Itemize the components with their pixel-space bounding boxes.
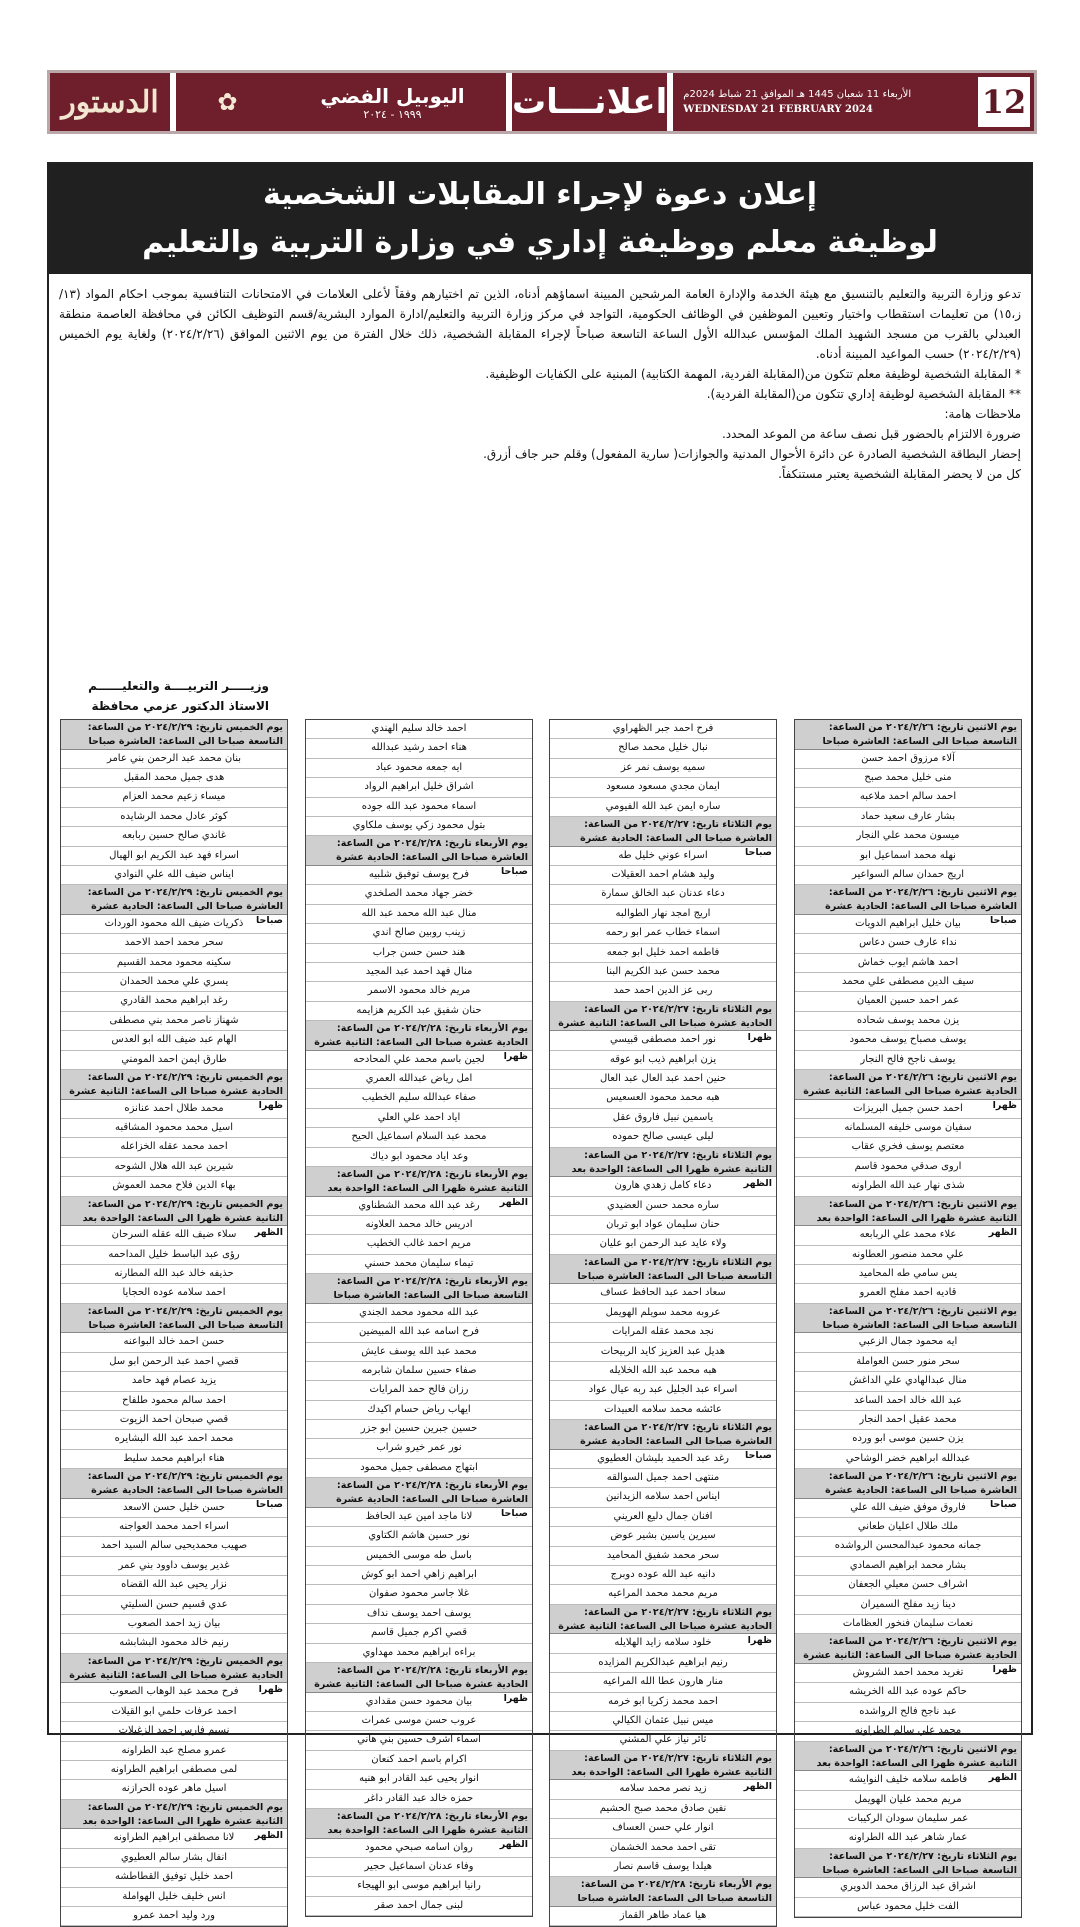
candidate-name: اسيل ماهر عوده الحرازنه	[61, 1780, 287, 1799]
candidate-name: اسراء فهد عبد الكريم ابو الهيال	[61, 847, 287, 866]
candidate-name: سميه يوسف نمر عز	[550, 759, 776, 778]
candidate-name: فرح اسامه عبد الله المبيضين	[306, 1323, 532, 1342]
candidate-name: فاطمه سلامه خليف النوايشه	[795, 1771, 1021, 1790]
schedule-slot-header: يوم الاثنين تاريخ: ٢٠٢٤/٢/٢٦ من الساعة: الحادية عشرة صباحا الى الساعة: الثانية عشرة ظهرا	[795, 1070, 1021, 1100]
candidate-name: بيان محمود حسن مقدادي	[306, 1693, 532, 1712]
candidate-name: مريم محمد عليان الهويمل	[795, 1791, 1021, 1810]
candidate-name: نبال خليل محمد صالح	[550, 739, 776, 758]
candidate-name: احمد هاشم ايوب خماش	[795, 954, 1021, 973]
candidate-name: رنيم ابراهيم عبدالكريم المزايده	[550, 1654, 776, 1673]
candidate-name: آلاء مرزوق احمد حسن	[795, 750, 1021, 769]
candidate-name: يوسف احمد يوسف نداف	[306, 1605, 532, 1624]
candidate-name: احمد محمد عقله الخزاعله	[61, 1138, 287, 1157]
candidate-name: مريم خالد محمود الاسمر	[306, 982, 532, 1001]
candidate-name: دعاء كامل زهدي هارون	[550, 1177, 776, 1196]
candidate-name: حنان سليمان عواد ابو تربان	[550, 1216, 776, 1235]
candidate-name: اسماء خطاب عمر ابو رحمه	[550, 924, 776, 943]
candidate-name: بيان زيد احمد الصعوب	[61, 1615, 287, 1634]
candidate-name: سعاد احمد عبد الحافظ عساف	[550, 1284, 776, 1303]
candidate-name: ثائر نياز علي المشني	[550, 1731, 776, 1750]
candidate-name: احمد خليل توفيق القطاطشه	[61, 1868, 287, 1887]
candidate-name: رغد عبد الحميد بليشان العطيوي	[550, 1450, 776, 1469]
candidate-name: منتهى احمد جميل السوالقه	[550, 1469, 776, 1488]
candidate-name: غلا جاسر محمود صفوان	[306, 1585, 532, 1604]
candidate-name: معتصم يوسف فخري عقاب	[795, 1138, 1021, 1157]
candidate-name: هناء ابراهيم محمد سليط	[61, 1450, 287, 1469]
candidate-name: ساره محمد حسن العضيدي	[550, 1197, 776, 1216]
schedule-slot-header: يوم الأربعاء تاريخ: ٢٠٢٤/٢/٢٨ من الساعة: التاسعة صباحا الى الساعة: العاشرة صباحا	[306, 1274, 532, 1304]
candidate-name: شيرين عبد الله هلال الشوحه	[61, 1158, 287, 1177]
schedule-slot-header: يوم الأربعاء تاريخ: ٢٠٢٤/٢/٢٨ من الساعة: الثانية عشرة ظهرا الى الساعة: الواحدة بعد الظهر	[306, 1167, 532, 1197]
candidate-name: بهاء الدين فلاح محمد العموش	[61, 1177, 287, 1196]
issue-date-english: WEDNESDAY 21 FEBRUARY 2024	[683, 104, 873, 115]
schedule-slot-header: يوم الخميس تاريخ: ٢٠٢٤/٢/٢٩ من الساعة: الثانية عشرة ظهرا الى الساعة: الواحدة بعد الظهر	[61, 1800, 287, 1830]
candidate-name: ياسمين نبيل فاروق عقل	[550, 1109, 776, 1128]
candidate-name: حسن خليل حسن الاسعد	[61, 1499, 287, 1518]
section-title: اعلانـــات	[512, 82, 668, 122]
issue-date-arabic: الأربعاء 11 شعبان 1445 هـ الموافق 21 شباط 2024م	[683, 89, 912, 100]
candidate-name: اسراء احمد محمد العواجنه	[61, 1518, 287, 1537]
schedule-slot-header: يوم الأربعاء تاريخ: ٢٠٢٤/٢/٢٨ من الساعة: العاشرة صباحا الى الساعة: الحادية عشرة صباحا	[306, 1478, 532, 1508]
candidate-name: حنان شفيق عبد الكريم هزايمه	[306, 1002, 532, 1021]
candidate-name: ورد وليد احمد عمرو	[61, 1907, 287, 1926]
candidate-name: زيد نصر محمد سلامه	[550, 1780, 776, 1799]
candidate-name: غاندي صالح حسين ربابعه	[61, 827, 287, 846]
candidate-name: اروى صدقي محمود قاسم	[795, 1158, 1021, 1177]
candidate-name: تقى احمد محمد الخشمان	[550, 1839, 776, 1858]
candidate-name: رغد عبد الله محمد الشطناوي	[306, 1197, 532, 1216]
schedule-slot-header: يوم الخميس تاريخ: ٢٠٢٤/٢/٢٩ من الساعة: الحادية عشرة صباحا الى الساعة: الثانية عشرة ظهرا	[61, 1070, 287, 1100]
candidate-name: ساره ايمن عبد الله الفيومي	[550, 798, 776, 817]
schedule-slot-header: يوم الثلاثاء تاريخ: ٢٠٢٤/٢/٢٧ من الساعة: التاسعة صباحا الى الساعة: العاشرة صباحا	[795, 1849, 1021, 1879]
candidate-name: سحر منور حسن العواملة	[795, 1353, 1021, 1372]
schedule-slot-header: يوم الأربعاء تاريخ: ٢٠٢٤/٢/٢٨ من الساعة: الحادية عشرة صباحا الى الساعة: الثانية عشرة ظهرا	[306, 1663, 532, 1693]
candidate-name: نزار يحيى عبد الله القضاه	[61, 1576, 287, 1595]
candidate-name: حسين جبرين حسين ابو جزر	[306, 1420, 532, 1439]
candidate-name: محمد علي سالم الطراونه	[795, 1722, 1021, 1741]
body-paragraph: ملاحظات هامة:	[944, 407, 1021, 421]
schedule-slot-header: يوم الاثنين تاريخ: ٢٠٢٤/٢/٢٦ من الساعة: العاشرة صباحا الى الساعة: الحادية عشرة صباحا	[795, 1469, 1021, 1499]
candidate-name: بشار عارف سعيد حماد	[795, 808, 1021, 827]
candidate-name: عمرو مصلح عبد الطراونه	[61, 1742, 287, 1761]
candidate-name: ابتهاج مصطفى جميل محمود	[306, 1459, 532, 1478]
candidate-name: يوسف ناجح فالح النجار	[795, 1051, 1021, 1070]
candidate-name: بيان خليل ابراهيم الدويات	[795, 915, 1021, 934]
candidate-name: هبه محمد محمود العسعيس	[550, 1089, 776, 1108]
jubilee-block	[176, 73, 506, 131]
candidate-name: ربى عز الدين احمد حمد	[550, 982, 776, 1001]
candidate-name: ايمان مجدي مسعود مسعود	[550, 778, 776, 797]
candidate-name: دينا زيد مفلح السميران	[795, 1596, 1021, 1615]
candidate-name: منى خليل محمد صبح	[795, 769, 1021, 788]
issue-date	[673, 73, 974, 131]
candidate-name: ميسون محمد علي النجار	[795, 827, 1021, 846]
candidate-name: احمد حسن جميل البريزات	[795, 1100, 1021, 1119]
candidate-name: سحر محمد شفيق المحاميد	[550, 1547, 776, 1566]
schedule-slot-header: يوم الأربعاء تاريخ: ٢٠٢٤/٢/٢٨ من الساعة: الثانية عشرة ظهرا الى الساعة: الواحدة بعد الظهر	[306, 1809, 532, 1839]
candidate-name: سيرين ياسين بشير عوض	[550, 1527, 776, 1546]
candidate-name: اشراف حسن معيلي الجعفان	[795, 1576, 1021, 1595]
schedule-slot-header: يوم الأربعاء تاريخ: ٢٠٢٤/٢/٢٨ من الساعة: العاشرة صباحا الى الساعة: الحادية عشرة صباحا	[306, 836, 532, 866]
candidate-name: دعاء عدنان عبد الخالق سمارة	[550, 885, 776, 904]
newspaper-header	[47, 70, 1037, 134]
candidate-name: رانيا ابراهيم موسى ابو الهيجاء	[306, 1877, 532, 1896]
candidate-name: بنان محمد عبد الرحمن بني عامر	[61, 750, 287, 769]
candidate-name: منار هارون عطا الله المراعيه	[550, 1673, 776, 1692]
candidate-name: فرح يوسف توفيق شلبيه	[306, 866, 532, 885]
candidate-name: اسماء محمود عبد الله جوده	[306, 798, 532, 817]
candidate-name: صفاء عبدالله سليم الخطيب	[306, 1089, 532, 1108]
candidate-name: خلود سلامه زايد الهلايله	[550, 1634, 776, 1653]
signature-title: وزيـــــر التربيــــة والتعليــــــم	[88, 679, 269, 693]
candidate-name: اشراق عبد الرزاق محمد الدويري	[795, 1878, 1021, 1897]
candidate-name: حنين احمد عبد العال عبد العال	[550, 1070, 776, 1089]
candidate-name: الفت خليل محمود عباس	[795, 1898, 1021, 1917]
candidate-name: لجين باسم محمد علي المحادحه	[306, 1051, 532, 1070]
candidate-name: ميس نبيل عثمان الكيالي	[550, 1712, 776, 1731]
schedule-slot-header: يوم الاثنين تاريخ: ٢٠٢٤/٢/٢٦ من الساعة: الثانية عشرة ظهرا الى الساعة: الواحدة بعد الظهر	[795, 1197, 1021, 1227]
candidate-name: ايناس ضيف الله علي النوادي	[61, 866, 287, 885]
candidate-name: انوار يحيى عبد القادر ابو هنيه	[306, 1770, 532, 1789]
schedule-slot-header: يوم الثلاثاء تاريخ: ٢٠٢٤/٢/٢٧ من الساعة: الحادية عشرة صباحا الى الساعة: الثانية عشرة ظهرا	[550, 1605, 776, 1635]
candidate-name: لبنى جمال احمد صقر	[306, 1897, 532, 1916]
candidate-name: محمد عبد السلام اسماعيل الحيح	[306, 1128, 532, 1147]
body-paragraph: * المقابلة الشخصية لوظيفة معلم تتكون من(المقابلة الفردية، المهمة الكتابية) المبنية على الكفايات الوظيفية.	[485, 367, 1021, 381]
candidate-name: صفاء حسين سلمان شابرمه	[306, 1362, 532, 1381]
schedule-column-4	[60, 719, 288, 1927]
schedule-slot-header: يوم الخميس تاريخ: ٢٠٢٤/٢/٢٩ من الساعة: التاسعة صباحا الى الساعة: العاشرة صباحا	[61, 1304, 287, 1334]
candidate-name: قصي صبحان احمد الزيوت	[61, 1411, 287, 1430]
candidate-name: انفال بشار سالم العطيوي	[61, 1849, 287, 1868]
candidate-name: هيا عماد طاهر القماز	[550, 1907, 776, 1926]
candidate-name: علاء محمد علي الربابعه	[795, 1226, 1021, 1245]
candidate-name: ايه محمود جمال الزعبي	[795, 1333, 1021, 1352]
candidate-name: الهام عبد ضيف الله ابو العدس	[61, 1031, 287, 1050]
candidate-name: هبه محمد عبد الله الخلايله	[550, 1362, 776, 1381]
candidate-name: شذى نهار عبد الله الطراونه	[795, 1177, 1021, 1196]
candidate-name: محمد عبد الله يوسف عايش	[306, 1343, 532, 1362]
candidate-name: ولاء عايد عبد الرحمن ابو عليان	[550, 1235, 776, 1254]
candidate-name: احمد محمد زكريا ابو خرمه	[550, 1693, 776, 1712]
candidate-name: عمار شاهر عبد الله الطراونه	[795, 1829, 1021, 1848]
candidate-name: اسماء اشرف حسين بني هاني	[306, 1731, 532, 1750]
candidate-name: فاروق موفق ضيف الله علي	[795, 1499, 1021, 1518]
candidate-name: قصي اكرم جميل قاسم	[306, 1624, 532, 1643]
candidate-name: تيماء سليمان محمد حسني	[306, 1255, 532, 1274]
candidate-name: لانا ماجد امين عبد الحافظ	[306, 1508, 532, 1527]
candidate-name: اريج حمدان سالم السواعير	[795, 866, 1021, 885]
schedule-slot-header: يوم الأربعاء تاريخ: ٢٠٢٤/٢/٢٨ من الساعة: التاسعة صباحا الى الساعة: العاشرة صباحا	[550, 1877, 776, 1907]
candidate-name: تغريد محمد احمد الشروش	[795, 1664, 1021, 1683]
candidate-name: ميساء زعيم محمد العزام	[61, 788, 287, 807]
schedule-slot-header: يوم الاثنين تاريخ: ٢٠٢٤/٢/٢٦ من الساعة: الحادية عشرة صباحا الى الساعة: الثانية عشرة ظهرا	[795, 1634, 1021, 1664]
candidate-name: حمزه خالد عبد القادر داغر	[306, 1790, 532, 1809]
candidate-name: نفين صادق محمد صبح الحشيم	[550, 1800, 776, 1819]
candidate-name: يسري علي محمد الحمدان	[61, 973, 287, 992]
candidate-name: نور احمد مصطفى قبيسي	[550, 1031, 776, 1050]
candidate-name: يزيد عصام فهد حامد	[61, 1372, 287, 1391]
candidate-name: كوثر عادل محمد الرشايده	[61, 808, 287, 827]
schedule-slot-header: يوم الثلاثاء تاريخ: ٢٠٢٤/٢/٢٧ من الساعة: الحادية عشرة صباحا الى الساعة: الثانية عشرة ظهرا	[550, 1002, 776, 1032]
candidate-name: ايهاب رياض حسام اكيدك	[306, 1401, 532, 1420]
candidate-name: اياد احمد علي العلي	[306, 1109, 532, 1128]
candidate-name: اريج امجد نهار الطوالبه	[550, 905, 776, 924]
schedule-slot-header: يوم الثلاثاء تاريخ: ٢٠٢٤/٢/٢٧ من الساعة: التاسعة صباحا الى الساعة: العاشرة صباحا	[550, 1255, 776, 1285]
candidate-name: حاكم عوده عبد الله الخريشه	[795, 1683, 1021, 1702]
candidate-name: محمد احمد عبد الله البشايره	[61, 1430, 287, 1449]
schedule-slot-header: يوم الثلاثاء تاريخ: ٢٠٢٤/٢/٢٧ من الساعة: العاشرة صباحا الى الساعة: الحادية عشرة صباحا	[550, 817, 776, 847]
schedule-column-2	[549, 719, 777, 1927]
schedule-slot-header: يوم الاثنين تاريخ: ٢٠٢٤/٢/٢٦ من الساعة: الثانية عشرة ظهرا الى الساعة: الواحدة بعد الظهر	[795, 1742, 1021, 1772]
candidate-name: اسراء عبد الجليل عبد ربه عيال عواد	[550, 1381, 776, 1400]
schedule-column-3	[305, 719, 533, 1917]
candidate-name: محمد عقيل احمد النجار	[795, 1411, 1021, 1430]
candidate-name: يزن محمد يوسف شحاده	[795, 1012, 1021, 1031]
candidate-name: فرح احمد جبر الظهراوي	[550, 720, 776, 739]
schedule-slot-header: يوم الخميس تاريخ: ٢٠٢٤/٢/٢٩ من الساعة: الثانية عشرة ظهرا الى الساعة: الواحدة بعد الظهر	[61, 1197, 287, 1227]
candidate-name: صهيب محمديحيى سالم السيد احمد	[61, 1537, 287, 1556]
candidate-name: ابراهيم زاهي احمد ابو كوش	[306, 1566, 532, 1585]
jubilee-years: ١٩٩٩ - ٢٠٢٤	[363, 107, 422, 121]
candidate-name: غدير يوسف داوود بني عمر	[61, 1557, 287, 1576]
candidate-name: علي محمد منصور العطاونه	[795, 1246, 1021, 1265]
candidate-name: محمد طلال احمد عنانزه	[61, 1100, 287, 1119]
announcement-ad	[47, 162, 1033, 1921]
candidate-name: مريم محمد محمد المراعيه	[550, 1585, 776, 1604]
candidate-name: فرح محمد عبد الوهاب الصعوب	[61, 1683, 287, 1702]
candidate-name: لانا مصطفى ابراهيم الطراونه	[61, 1829, 287, 1848]
candidate-name: نهله محمد اسماعيل ابو	[795, 847, 1021, 866]
candidate-name: رغد ابراهيم محمد القادري	[61, 992, 287, 1011]
candidate-name: حذيفه خالد عبد الله المطارنه	[61, 1265, 287, 1284]
candidate-name: محمد حسن عبد الكريم البنا	[550, 963, 776, 982]
candidate-name: وليد هشام احمد العقيلات	[550, 866, 776, 885]
schedule-column-1	[794, 719, 1022, 1918]
candidate-name: عمر احمد حسين العميان	[795, 992, 1021, 1011]
candidate-name: عبدالله ابراهيم خضر الوشاحي	[795, 1450, 1021, 1469]
candidate-name: عروب حسن موسى عمرات	[306, 1712, 532, 1731]
candidate-name: انس خليف خليل الهواملة	[61, 1888, 287, 1907]
candidate-name: ليلى عيسى صالح حموده	[550, 1128, 776, 1147]
announcement-banner	[49, 164, 1031, 274]
candidate-name: منال عبدالهادي علي الداغش	[795, 1372, 1021, 1391]
candidate-name: نداء عارف حسن دعاس	[795, 934, 1021, 953]
candidate-name: احمد سالم احمد ملاعبه	[795, 788, 1021, 807]
candidate-name: سحر محمد احمد الاحمد	[61, 934, 287, 953]
candidate-name: روان اسامه صبحي محمود	[306, 1839, 532, 1858]
candidate-name: جمانه محمود عبدالمحسن الرواشده	[795, 1537, 1021, 1556]
candidate-name: سفيان موسى خليفه المسلمانه	[795, 1119, 1021, 1138]
candidate-name: عبد الله محمود محمد الجندي	[306, 1304, 532, 1323]
candidate-name: شهناز ناصر محمد بني مصطفى	[61, 1012, 287, 1031]
candidate-name: ايه جمعه محمود عباد	[306, 759, 532, 778]
candidate-name: لمى مصطفى ابراهيم الطراونه	[61, 1761, 287, 1780]
candidate-name: يزن حسين موسى ابو ورده	[795, 1430, 1021, 1449]
candidate-name: باسل طه موسى الخميس	[306, 1547, 532, 1566]
candidate-name: افنان جمال دليع العريني	[550, 1508, 776, 1527]
schedule-slot-header: يوم الخميس تاريخ: ٢٠٢٤/٢/٢٩ من الساعة: الحادية عشرة صباحا الى الساعة: الثانية عشرة ظهرا	[61, 1654, 287, 1684]
candidate-name: اكرام باسم احمد كنعان	[306, 1751, 532, 1770]
jubilee-emblem-icon: ✿	[217, 88, 238, 116]
candidate-name: نور حسين هاشم الكتاوي	[306, 1527, 532, 1546]
candidate-name: احمد سلامه عوده الحجايا	[61, 1284, 287, 1303]
candidate-name: ذكريات ضيف الله محمود الوردات	[61, 915, 287, 934]
schedule-slot-header: يوم الثلاثاء تاريخ: ٢٠٢٤/٢/٢٧ من الساعة: الثانية عشرة ظهرا الى الساعة: الواحدة بعد الظهر	[550, 1148, 776, 1178]
schedule-slot-header: يوم الاثنين تاريخ: ٢٠٢٤/٢/٢٦ من الساعة: التاسعة صباحا الى الساعة: العاشرة صباحا	[795, 720, 1021, 750]
candidate-name: هناء احمد رشيد عبدالله	[306, 739, 532, 758]
candidate-name: هدى جميل محمد المقبل	[61, 769, 287, 788]
announcement-title-line2: لوظيفة معلم ووظيفة إداري في وزارة التربية والتعليم	[142, 225, 938, 260]
schedule-slot-header: يوم الخميس تاريخ: ٢٠٢٤/٢/٢٩ من الساعة: العاشرة صباحا الى الساعة: الحادية عشرة صباحا	[61, 885, 287, 915]
candidate-name: رؤى عبد الباسط خليل المداحمه	[61, 1246, 287, 1265]
candidate-name: وعد اياد محمود ابو دياك	[306, 1148, 532, 1167]
newspaper-logo: الدستور	[61, 84, 159, 120]
candidate-name: احمد عرفات حلمي ابو القيلات	[61, 1703, 287, 1722]
candidate-name: اسيل محمد محمود المشاقبه	[61, 1119, 287, 1138]
candidate-name: سيف الدين مصطفى علي محمد	[795, 973, 1021, 992]
candidate-name: يوسف مصباح يوسف محمود	[795, 1031, 1021, 1050]
candidate-name: ادريس خالد محمد العلاونه	[306, 1216, 532, 1235]
candidate-name: ايناس احمد سلامه الزيدانين	[550, 1488, 776, 1507]
schedule-slot-header: يوم الاثنين تاريخ: ٢٠٢٤/٢/٢٦ من الساعة: العاشرة صباحا الى الساعة: الحادية عشرة صباحا	[795, 885, 1021, 915]
body-paragraph: كل من لا يحضر المقابلة الشخصية يعتبر مستنكفاً.	[778, 467, 1021, 481]
minister-signature	[59, 676, 269, 716]
announcement-body	[59, 284, 1021, 484]
candidate-name: منال عبد الله محمد عبد الله	[306, 905, 532, 924]
body-paragraph: ضرورة الالتزام بالحضور قبل نصف ساعة من الموعد المحدد.	[721, 427, 1021, 441]
candidate-name: قاديه احمد مفلح العمرو	[795, 1284, 1021, 1303]
candidate-name: وفاء عدنان اسماعيل حجير	[306, 1858, 532, 1877]
candidate-name: قصي احمد عبد الرحمن ابو سل	[61, 1353, 287, 1372]
candidate-name: ملك طلال اعليان طعاني	[795, 1518, 1021, 1537]
candidate-name: اسراء عوني خليل طه	[550, 847, 776, 866]
candidate-name: عمر سليمان سودان الركيبات	[795, 1810, 1021, 1829]
candidate-name: عروبه محمد سويلم الهويمل	[550, 1304, 776, 1323]
schedule-slot-header: يوم الخميس تاريخ: ٢٠٢٤/٢/٢٩ من الساعة: التاسعة صباحا الى الساعة: العاشرة صباحا	[61, 720, 287, 750]
jubilee-title: اليوبيل الفضي	[320, 83, 465, 108]
schedule-slot-header: يوم الثلاثاء تاريخ: ٢٠٢٤/٢/٢٧ من الساعة: العاشرة صباحا الى الساعة: الحادية عشرة صباحا	[550, 1420, 776, 1450]
schedule-slot-header: يوم الأربعاء تاريخ: ٢٠٢٤/٢/٢٨ من الساعة: الحادية عشرة صباحا الى الساعة: الثانية عشرة ظهرا	[306, 1021, 532, 1051]
candidate-name: رنيم خالد محمود البشابشه	[61, 1634, 287, 1653]
candidate-name: احمد خالد سليم الهندي	[306, 720, 532, 739]
candidate-name: بشار محمد ابراهيم الصمادي	[795, 1557, 1021, 1576]
candidate-name: منال فهد احمد عبد المجيد	[306, 963, 532, 982]
candidate-name: نعمات سليمان فنخور العظامات	[795, 1615, 1021, 1634]
announcement-title-line1: إعلان دعوة لإجراء المقابلات الشخصية	[263, 177, 817, 212]
candidate-name: عبد الله خالد احمد الساعد	[795, 1392, 1021, 1411]
candidate-name: رزان فالح حمد المرايات	[306, 1381, 532, 1400]
candidate-name: هيلدا يوسف قاسم نصار	[550, 1858, 776, 1877]
candidate-name: براءه ابراهيم محمد مهداوي	[306, 1644, 532, 1663]
candidate-name: نور عمر خيرو شراب	[306, 1439, 532, 1458]
candidate-name: احمد سالم محمود طلفاح	[61, 1392, 287, 1411]
candidate-name: نسيم فارس احمد الزغيلات	[61, 1722, 287, 1741]
candidate-name: هند حسن حسن جراب	[306, 944, 532, 963]
body-paragraph: ** المقابلة الشخصية لوظيفة إداري تتكون من(المقابلة الفردية).	[706, 387, 1021, 401]
candidate-name: سلاء ضيف الله عقله السرحان	[61, 1226, 287, 1245]
candidate-name: حسن احمد خالد البواعنه	[61, 1333, 287, 1352]
schedule-slot-header: يوم الخميس تاريخ: ٢٠٢٤/٢/٢٩ من الساعة: العاشرة صباحا الى الساعة: الحادية عشرة صباحا	[61, 1469, 287, 1499]
candidate-name: امل رياض عبدالله العمري	[306, 1070, 532, 1089]
candidate-name: دانيه عبد الله عوده دوبرج	[550, 1566, 776, 1585]
schedule-slot-header: يوم الثلاثاء تاريخ: ٢٠٢٤/٢/٢٧ من الساعة: الثانية عشرة ظهرا الى الساعة: الواحدة بعد الظهر	[550, 1751, 776, 1781]
candidate-name: اشراق خليل ابراهيم الرواد	[306, 778, 532, 797]
candidate-name: هديل عبد العزيز كايد الربيحات	[550, 1343, 776, 1362]
candidate-name: زينب روبين صالح اندي	[306, 924, 532, 943]
candidate-name: نجد محمد عقله المرايات	[550, 1323, 776, 1342]
body-paragraph: إحضار البطاقة الشخصية الصادرة عن دائرة الأحوال المدنية والجوازات( سارية المفعول) وقلم حبر جاف أزرق.	[483, 447, 1021, 461]
candidate-name: عدي قسيم حسن السليتي	[61, 1596, 287, 1615]
candidate-name: يزن ابراهيم ذيب ابو عوقه	[550, 1051, 776, 1070]
candidate-name: عائشه محمد سلامه العبيدات	[550, 1401, 776, 1420]
signature-name: الاستاذ الدكتور عزمي محافظة	[91, 699, 269, 713]
schedule-slot-header: يوم الاثنين تاريخ: ٢٠٢٤/٢/٢٦ من الساعة: التاسعة صباحا الى الساعة: العاشرة صباحا	[795, 1304, 1021, 1334]
candidate-name: انوار علي حسن العساف	[550, 1819, 776, 1838]
candidate-name: سكينه محمود محمد القسيم	[61, 954, 287, 973]
candidate-name: يس سامي طه المحاميد	[795, 1265, 1021, 1284]
candidate-name: بتول محمود زكي يوسف ملكاوي	[306, 817, 532, 836]
candidate-name: طارق ايمن احمد المومني	[61, 1051, 287, 1070]
candidate-name: مريم احمد غالب الخطيب	[306, 1235, 532, 1254]
candidate-name: فاطمه احمد خليل ابو جمعه	[550, 944, 776, 963]
body-paragraph: تدعو وزارة التربية والتعليم بالتنسيق مع هيئة الخدمة والإدارة العامة المرشحين المبينة اسماؤهم أدناه، الذين تم اختيارهم وفقاً لأعلى العلامات في الامتحانات التنافسية بموجب احكام المواد (١٣/ز،١٥) من تعليمات استقطاب واختيار وتعيين الموظفين في الوظائف الحكومية، التواجد في مركز وزارة التربية والتعليم/ادارة الموارد البشرية/قسم التوظيف الكائن في محافظة العاصمة منطقة العبدلي بالقرب من مسجد الشهيد الملك المؤسس عبدالله الأول الساعة التاسعة صباحاً لإجراء المقابلة الشخصية، ذلك خلال الفترة من يوم الاثنين الموافق (٢٠٢٤/٢/٢٦) ولغاية يوم الخميس (٢٠٢٤/٢/٢٩) حسب المواعيد المبينة أدناه.	[59, 287, 1022, 361]
candidate-name: عبد ناجح فالح الرواشده	[795, 1703, 1021, 1722]
page-number: 12	[978, 77, 1030, 127]
candidate-name: خضر جهاد محمد الصلخدي	[306, 885, 532, 904]
